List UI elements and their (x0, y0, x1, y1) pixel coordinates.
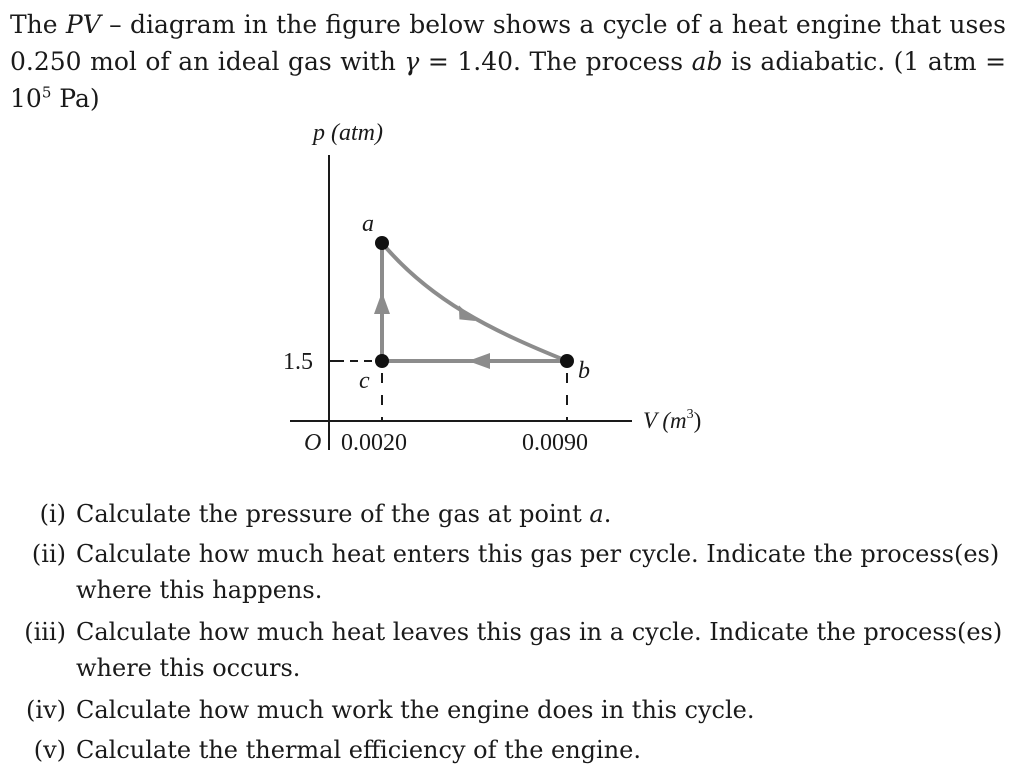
question-text: Calculate how much work the engine does in this cycle. (76, 696, 755, 724)
origin-label: O (304, 430, 322, 456)
process-ab: ab (691, 47, 723, 76)
intro-text: is adiabatic. (1 atm = 10 (10, 47, 1007, 113)
point-c (375, 354, 389, 368)
intro-pv: PV (65, 10, 101, 39)
point-b (560, 354, 574, 368)
question-text: Calculate the thermal efficiency of the engine. (76, 736, 642, 764)
gamma-symbol: γ (404, 47, 420, 76)
intro-text: = 1.40. The process (419, 47, 692, 76)
y-axis-label: p (atm) (313, 120, 383, 146)
question-text: Calculate the pressure of the gas at point a. (76, 500, 612, 528)
intro-text: Pa) (51, 84, 100, 113)
question-number: (iv) (26, 696, 66, 724)
arrow-bc (468, 353, 490, 369)
process-ab-curve (382, 243, 567, 361)
x-tick-label-1: 0.0020 (341, 430, 407, 456)
intro-text: – diagram in the figure below shows a cycle of a heat engine that uses 0.250 mol of an ideal gas with (10, 10, 1006, 76)
x-axis-label: V $(m^3)$ (643, 407, 702, 433)
question-number: (ii) (31, 540, 66, 568)
y-tick-label: 1.5 (283, 349, 313, 375)
question-text: Calculate how much heat leaves this gas in a cycle. Indicate the process(es) where this occurs. (76, 618, 1003, 682)
x-tick-label-2: 0.0090 (522, 430, 588, 456)
point-ref: a (589, 500, 604, 528)
question-number: (v) (33, 736, 66, 764)
point-a-label: a (362, 211, 374, 237)
intro-text: The (10, 10, 66, 39)
question-text: Calculate how much heat enters this gas per cycle. Indicate the process(es) where this happens. (76, 540, 1000, 604)
question-number: (i) (39, 500, 66, 528)
point-a (375, 236, 389, 250)
arrow-ca (374, 292, 390, 314)
point-c-label: c (359, 368, 370, 394)
exponent: 5 (41, 83, 52, 102)
question-number: (iii) (24, 618, 66, 646)
point-b-label: b (578, 358, 590, 384)
